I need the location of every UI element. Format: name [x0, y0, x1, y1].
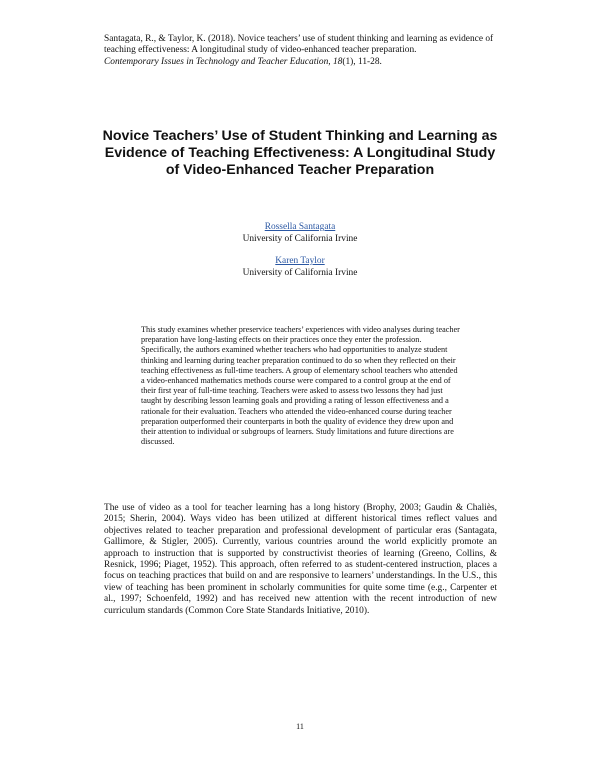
- citation-header: [104, 34, 504, 68]
- citation-volume: 18: [332, 56, 343, 67]
- author-block: [100, 256, 500, 279]
- paper-title: Novice Teachers’ Use of Student Thinking and Learning as Evidence of Teaching Effectiveness: A Longitudinal Study of Video-Enhanced Teacher Preparation: [102, 128, 498, 178]
- citation-issue-pages: (1), 11-28.: [342, 56, 382, 67]
- author-affiliation: University of California Irvine: [242, 267, 358, 278]
- body-paragraph: The use of video as a tool for teacher learning has a long history (Brophy, 2003; Gaudin & Chaliès, 2015; Sherin, 2004). Ways video has been utilized at different historical times reflect values and objectives related to teacher preparation and professional development of particular eras (Santagata, Gallimore, & Stigler, 2005). Currently, various countries around the world explicitly promote an approach to instruction that is supported by constructivist theories of learning (Greeno, Collins, & Resnick, 1996; Piaget, 1952). This approach, often referred to as student-centered instruction, places a focus on teaching practices that build on and are responsive to learners’ understandings. In the U.S., this view of teaching has been prominent in scholarly communities for quite some time (e.g., Carpenter et al., 1997; Schoenfeld, 1992) and has received new attention with the recent introduction of new curriculum standards (Common Core State Standards Initiative, 2010).: [104, 503, 497, 616]
- citation-authors: Santagata, R., & Taylor, K. (2018). Novice teachers’ use of student thinking and learning as evidence of teaching effectiveness: A longitudinal study of video-enhanced teacher preparation.: [104, 34, 494, 56]
- citation-journal: Contemporary Issues in Technology and Teacher Education,: [104, 56, 331, 67]
- author-link[interactable]: Rossella Santagata: [264, 222, 336, 232]
- abstract: This study examines whether preservice teachers’ experiences with video analyses during teacher preparation have long-lasting effects on their practices once they enter the profession. Specifically, the authors examined whether teachers who had opportunities to analyze student thinking and learning during teacher preparation continued to do so when they reflected on their teaching effectiveness as full-time teachers. A group of elementary school teachers who attended a video-enhanced mathematics methods course were compared to a control group at the end of their first year of full-time teaching. Teachers were asked to assess two lessons they had just taught by describing lesson learning goals and providing a rating of lesson effectiveness and a rationale for their evaluation. Teachers who attended the video-enhanced course during teacher preparation outperformed their counterparts in both the quality of evidence they drew upon and their attention to individual or subgroups of learners. Study limitations and future directions are discussed.: [141, 325, 460, 447]
- author-link[interactable]: Karen Taylor: [275, 256, 325, 266]
- page-number: 11: [296, 722, 304, 731]
- author-affiliation: University of California Irvine: [242, 233, 358, 244]
- author-block: [100, 222, 500, 245]
